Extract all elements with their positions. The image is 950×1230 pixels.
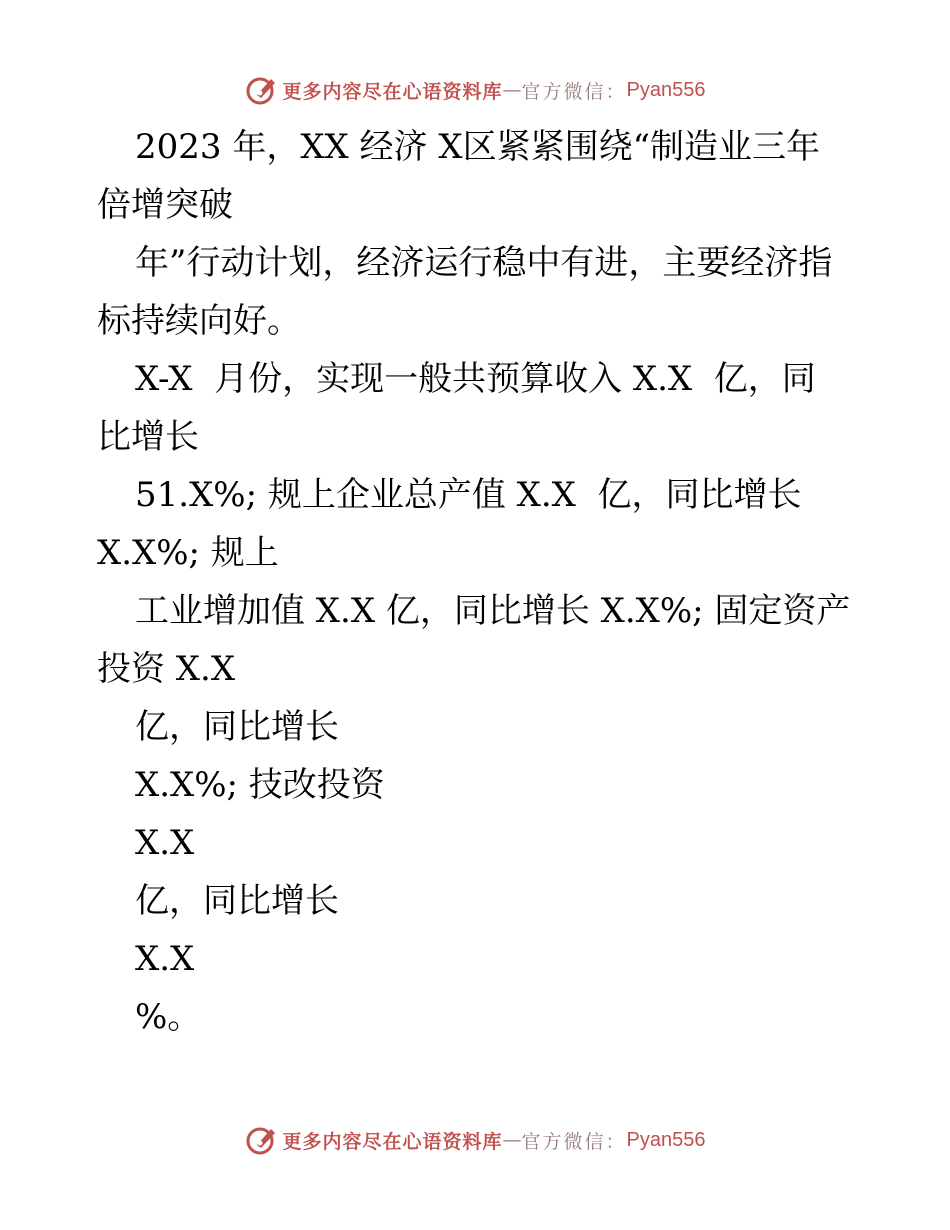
text-line: 年”行动计划，经济运行稳中有进，主要经济指 xyxy=(135,243,833,283)
text-line: 亿，同比增长 xyxy=(135,881,339,921)
text-line: 51.X%; 规上企业总产值 X.X 亿，同比增长 xyxy=(135,475,802,515)
text-line: 标持续向好。 xyxy=(97,301,301,341)
watermark-id: Pyan556 xyxy=(626,1128,706,1151)
text-line: 比增长 xyxy=(97,417,199,457)
watermark-dash: — xyxy=(502,79,522,101)
header-watermark xyxy=(0,70,950,110)
watermark-id: Pyan556 xyxy=(626,78,706,101)
document-body xyxy=(97,118,857,1046)
text-line: 亿，同比增长 xyxy=(135,707,339,747)
pen-nib-circle-icon xyxy=(245,1123,279,1157)
watermark-dash: — xyxy=(502,1129,522,1151)
text-line: 工业增加值 X.X 亿，同比增长 X.X%; 固定资产 xyxy=(135,591,851,631)
text-line: %。 xyxy=(135,997,202,1037)
text-line: 投资 X.X xyxy=(97,649,236,689)
watermark-brand: 更多内容尽在心语资料库 xyxy=(282,1130,503,1153)
text-line: X.X xyxy=(135,823,195,863)
watermark-official: 官方微信： xyxy=(521,1130,627,1153)
footer-watermark xyxy=(0,1120,950,1160)
pen-nib-circle-icon xyxy=(245,73,279,107)
text-line: 倍增突破 xyxy=(97,185,233,225)
text-line: X-X 月份，实现一般共预算收入 X.X 亿，同 xyxy=(135,359,816,399)
text-line: X.X%; 技改投资 xyxy=(135,765,385,805)
text-line: X.X%; 规上 xyxy=(97,533,279,573)
watermark-official: 官方微信： xyxy=(521,80,627,103)
text-line: X.X xyxy=(135,939,195,979)
text-line: 2023 年，XX 经济 X区紧紧围绕“制造业三年 xyxy=(135,127,820,167)
watermark-brand: 更多内容尽在心语资料库 xyxy=(282,80,503,103)
